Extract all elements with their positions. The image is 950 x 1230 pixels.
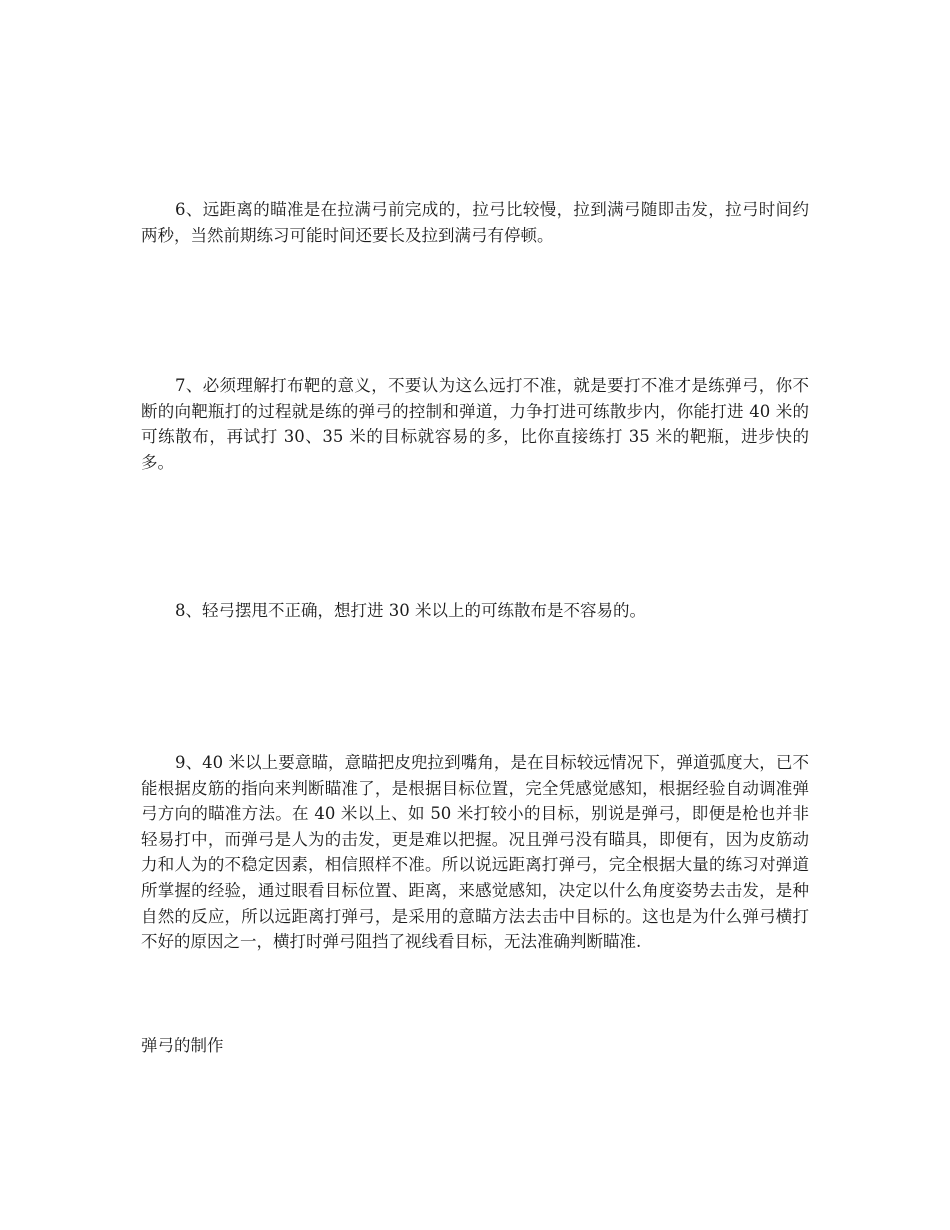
paragraph-8: 8、轻弓摆甩不正确，想打进 30 米以上的可练散布是不容易的。 — [175, 601, 646, 620]
paragraph-9: 9、40 米以上要意瞄，意瞄把皮兜拉到嘴角，是在目标较远情况下，弹道弧度大，已不能根据皮筋的指向来判断瞄准了，是根据目标位置，完全凭感觉感知，根据经验自动调准弹弓方向的瞄准方法。在 40 米以上、如 50 米打较小的目标，别说是弹弓，即便是枪也并非轻易打中，而弹弓是人为的击发，更是难以把握。况且弹弓没有瞄具，即便有，因为皮筋动力和人为的不稳定因素，相信照样不准。所以说远距离打弹弓，完全根据大量的练习对弹道所掌握的经验，通过眼看目标位置、距离，来感觉感知，决定以什么角度姿势去击发，是种自然的反应，所以远距离打弹弓，是采用的意瞄方法去击中目标的。这也是为什么弹弓横打不好的原因之一，横打时弹弓阻挡了视线看目标，无法准确判断瞄准. — [141, 753, 809, 952]
paragraph-7: 7、必须理解打布靶的意义，不要认为这么远打不准，就是要打不准才是练弹弓，你不断的向靶瓶打的过程就是练的弹弓的控制和弹道，力争打进可练散步内，你能打进 40 米的可练散布，再试打 30、35 米的目标就容易的多，比你直接练打 35 米的靶瓶，进步快的多。 — [141, 376, 809, 472]
section-heading: 弹弓的制作 — [141, 1036, 224, 1055]
paragraph-6: 6、远距离的瞄准是在拉满弓前完成的，拉弓比较慢，拉到满弓随即击发，拉弓时间约两秒，当然前期练习可能时间还要长及拉到满弓有停顿。 — [141, 200, 809, 245]
